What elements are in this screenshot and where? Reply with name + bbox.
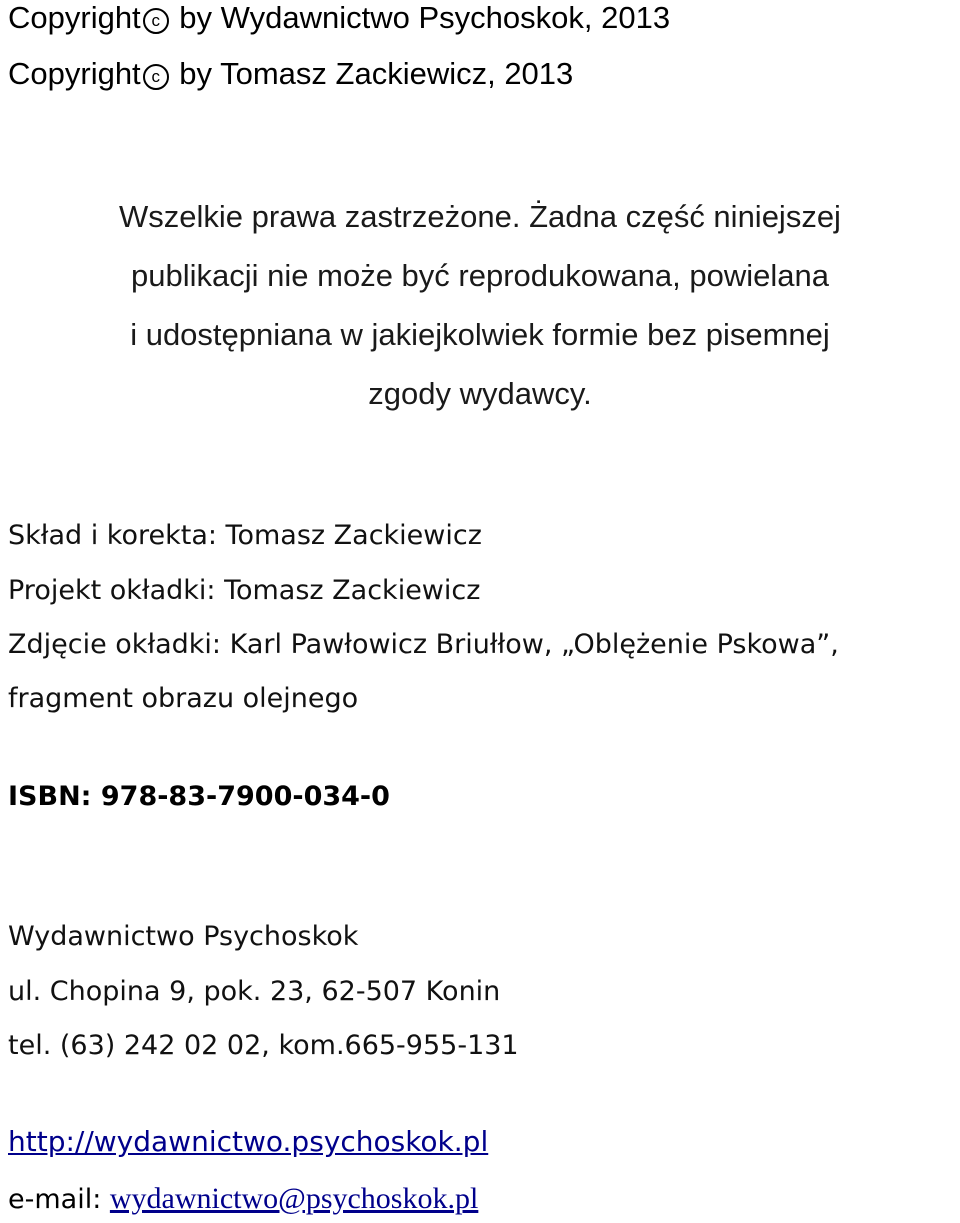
publisher-address: ul. Chopina 9, pok. 23, 62-507 Konin [8,976,501,1007]
copyright-line-publisher [8,0,670,36]
credit-cover-photo-note: fragment obrazu olejnego [8,683,359,714]
credit-cover-photo: Zdjęcie okładki: Karl Pawłowicz Briułłow, „Oblężenie Pskowa”, [8,629,839,660]
isbn: ISBN: 978-83-7900-034-0 [8,781,390,812]
publisher-name: Wydawnictwo Psychoskok [8,921,359,952]
publisher-phone: tel. (63) 242 02 02, kom.665-955-131 [8,1030,519,1061]
rights-line-3: i udostępniana w jakiejkolwiek formie bez pisemnej [130,317,830,352]
website-line [8,1125,488,1159]
credit-typesetting: Skład i korekta: Tomasz Zackiewicz [8,520,482,551]
credit-cover-design: Projekt okładki: Tomasz Zackiewicz [8,575,481,606]
email-label: e-mail: [8,1184,110,1215]
copyright-label: Copyright [8,0,141,35]
copyright-holder-author: by Tomasz Zackiewicz, 2013 [170,56,574,91]
copyright-line-author [8,56,573,92]
copyright-label: Copyright [8,56,141,91]
rights-line-4: zgody wydawcy. [368,376,592,411]
copyright-icon: c [143,64,169,90]
copyright-icon: c [143,8,169,34]
email-line [8,1182,478,1217]
copyright-holder-publisher: by Wydawnictwo Psychoskok, 2013 [170,0,671,35]
website-link[interactable]: http://wydawnictwo.psychoskok.pl [8,1125,489,1158]
rights-line-2: publikacji nie może być reprodukowana, powielana [131,258,829,293]
rights-line-1: Wszelkie prawa zastrzeżone. Żadna część niniejszej [119,199,841,234]
email-link[interactable]: wydawnictwo@psychoskok.pl [109,1182,479,1215]
